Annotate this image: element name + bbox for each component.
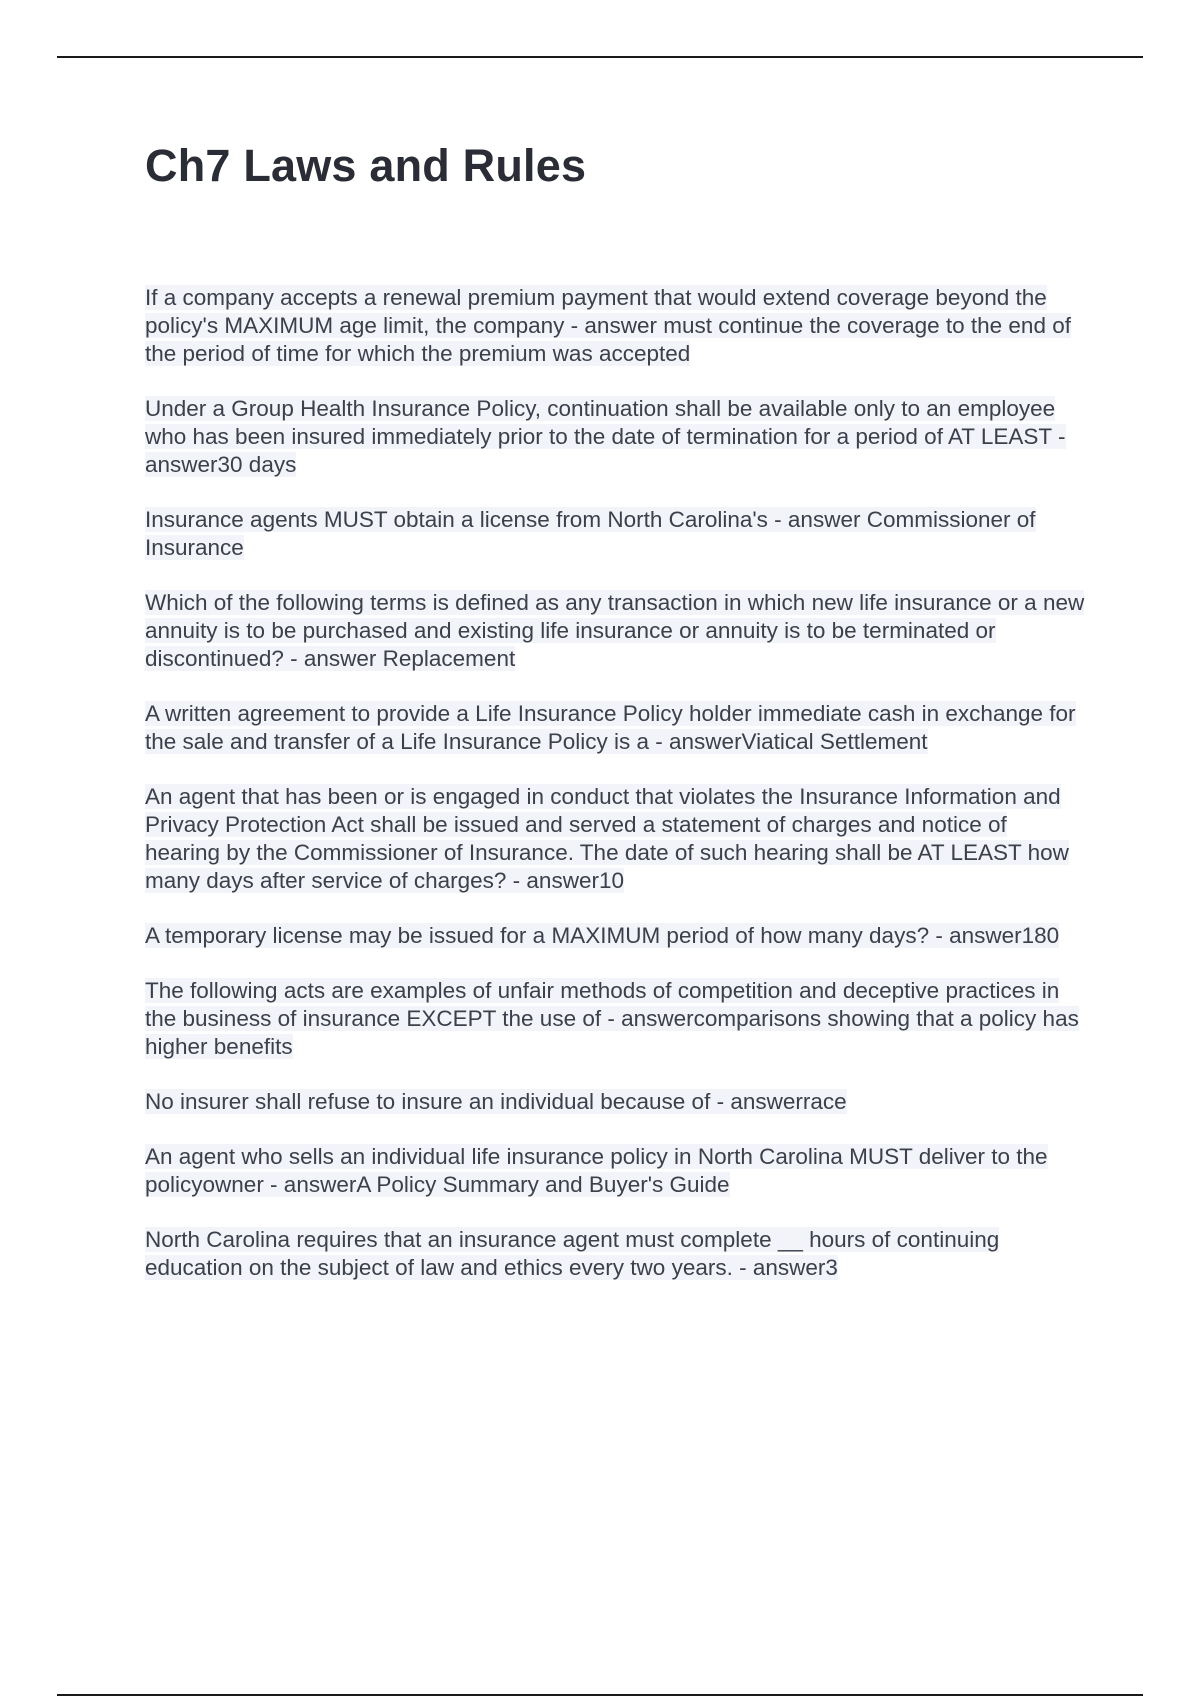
- qa-text: An agent who sells an individual life insurance policy in North Carolina MUST deliver to the policyowner - answerA Policy Summary and Buyer's Guide: [145, 1144, 1048, 1197]
- qa-list: [145, 284, 1085, 1309]
- qa-text: If a company accepts a renewal premium payment that would extend coverage beyond the policy's MAXIMUM age limit, the company - answer must continue the coverage to the end of the period of time for which the premium was accepted: [145, 285, 1071, 366]
- top-divider: [57, 56, 1143, 58]
- qa-item-10: [145, 1143, 1085, 1199]
- qa-item-1: [145, 284, 1085, 368]
- qa-text: Which of the following terms is defined as any transaction in which new life insurance or a new annuity is to be purchased and existing life insurance or annuity is to be terminated or discontinued? - answer Replacement: [145, 590, 1085, 671]
- qa-item-7: [145, 922, 1085, 950]
- qa-text: Under a Group Health Insurance Policy, continuation shall be available only to an employee who has been insured immediately prior to the date of termination for a period of AT LEAST - answer30 days: [145, 396, 1066, 477]
- qa-item-9: [145, 1088, 1085, 1116]
- page-title: Ch7 Laws and Rules: [145, 140, 587, 191]
- qa-item-6: [145, 783, 1085, 895]
- qa-text: A written agreement to provide a Life Insurance Policy holder immediate cash in exchange for the sale and transfer of a Life Insurance Policy is a - answerViatical Settlement: [145, 701, 1076, 754]
- qa-item-11: [145, 1226, 1085, 1282]
- qa-item-8: [145, 977, 1085, 1061]
- qa-text: North Carolina requires that an insurance agent must complete __ hours of continuing education on the subject of law and ethics every two years. - answer3: [145, 1227, 1000, 1280]
- bottom-divider: [57, 1694, 1143, 1696]
- qa-item-5: [145, 700, 1085, 756]
- qa-text: A temporary license may be issued for a MAXIMUM period of how many days? - answer180: [145, 923, 1060, 948]
- qa-text: Insurance agents MUST obtain a license from North Carolina's - answer Commissioner of Insurance: [145, 507, 1036, 560]
- qa-text: No insurer shall refuse to insure an individual because of - answerrace: [145, 1089, 847, 1114]
- qa-item-3: [145, 506, 1085, 562]
- qa-text: The following acts are examples of unfair methods of competition and deceptive practices in the business of insurance EXCEPT the use of - answercomparisons showing that a policy has higher benefits: [145, 978, 1079, 1059]
- qa-item-2: [145, 395, 1085, 479]
- qa-text: An agent that has been or is engaged in conduct that violates the Insurance Information and Privacy Protection Act shall be issued and served a statement of charges and notice of hearing by the Commissioner of Insurance. The date of such hearing shall be AT LEAST how many days after service of charges? - answer10: [145, 784, 1069, 893]
- qa-item-4: [145, 589, 1085, 673]
